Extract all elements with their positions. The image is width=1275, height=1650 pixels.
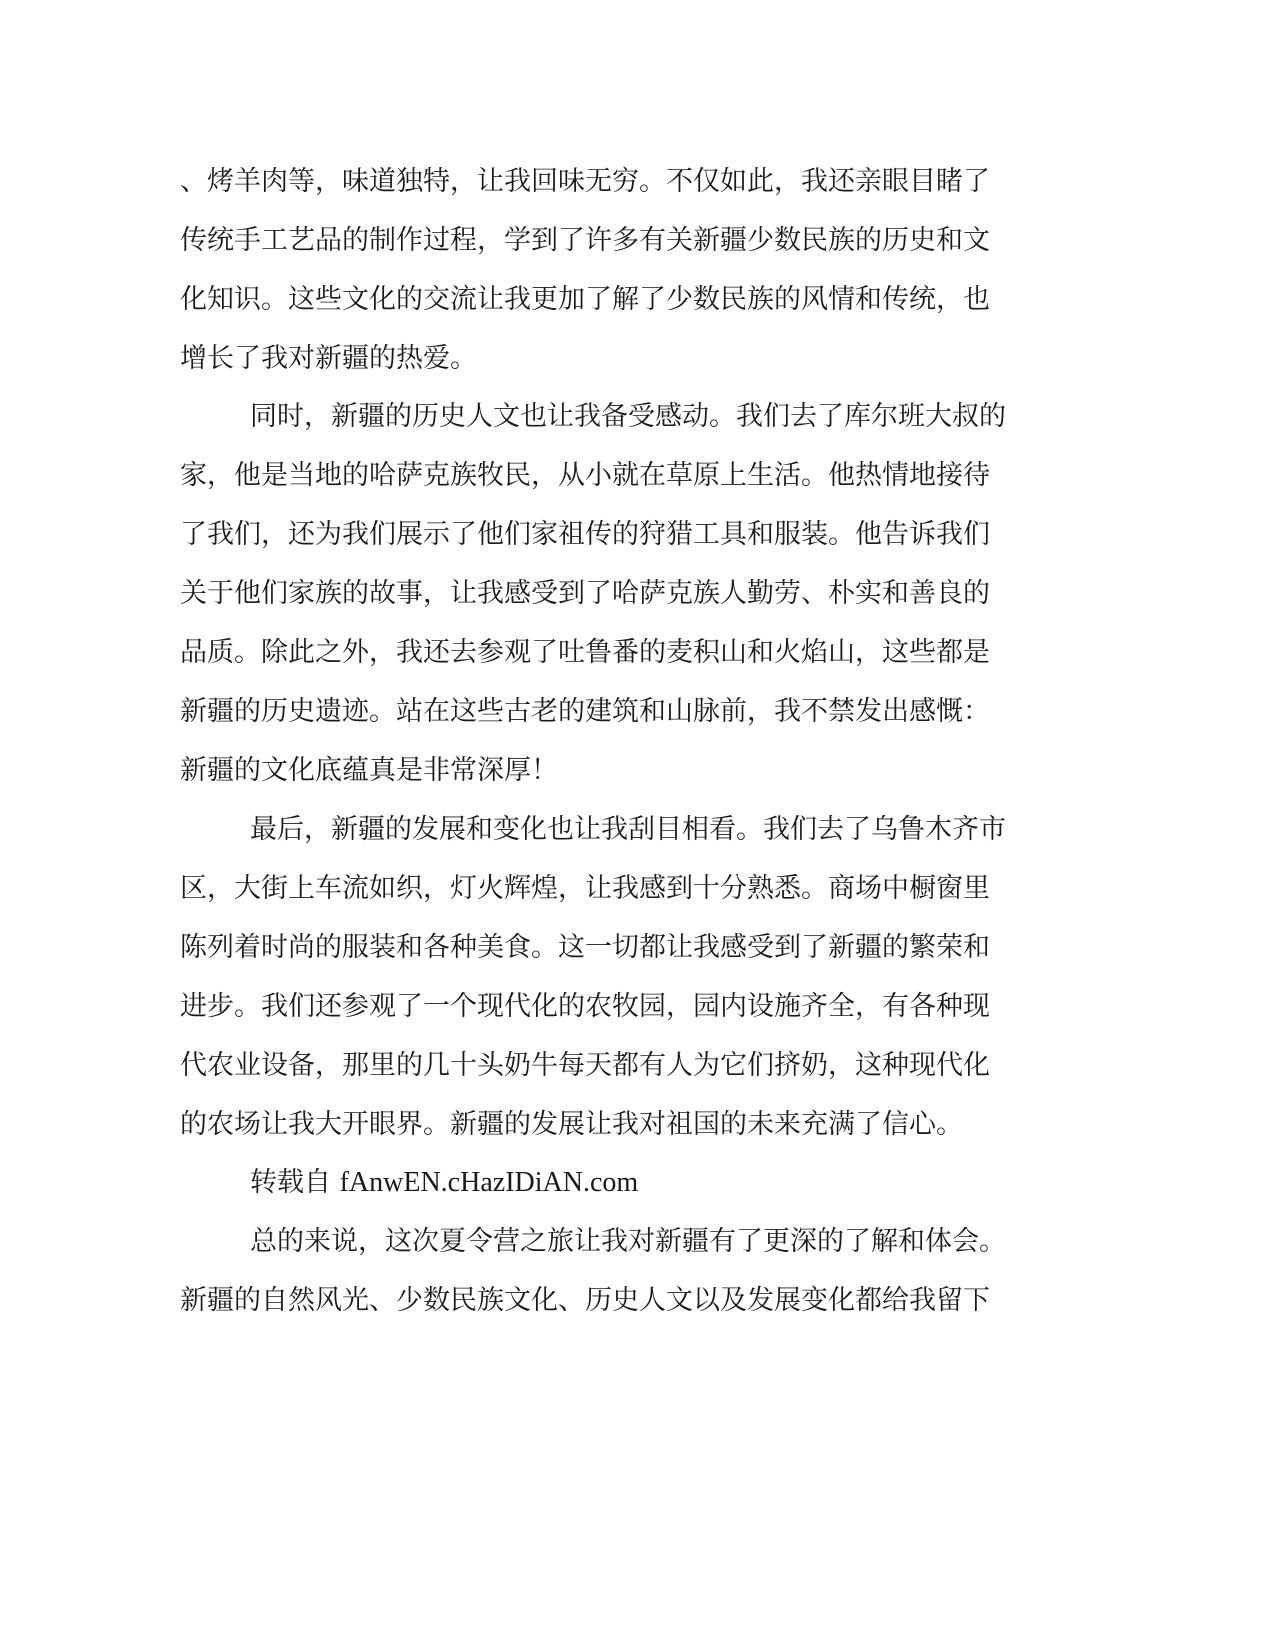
text-line: 的农场让我大开眼界。新疆的发展让我对祖国的未来充满了信心。	[180, 1109, 963, 1140]
text-line: 新疆的自然风光、少数民族文化、历史人文以及发展变化都给我留下	[180, 1285, 990, 1316]
text-line: 最后，新疆的发展和变化也让我刮目相看。我们去了乌鲁木齐市	[250, 814, 1006, 845]
text-line: 、烤羊肉等，味道独特，让我回味无穷。不仅如此，我还亲眼目睹了	[180, 166, 990, 197]
text-line: 传统手工艺品的制作过程，学到了许多有关新疆少数民族的历史和文	[180, 225, 990, 256]
text-line: 新疆的文化底蕴真是非常深厚！	[180, 755, 558, 786]
text-line: 同时，新疆的历史人文也让我备受感动。我们去了库尔班大叔的	[250, 401, 1006, 432]
text-line: 总的来说，这次夏令营之旅让我对新疆有了更深的了解和体会。	[250, 1226, 1006, 1257]
text-line: 新疆的历史遗迹。站在这些古老的建筑和山脉前，我不禁发出感慨：	[180, 696, 990, 727]
source-site: fAnwEN.cHazIDiAN.com	[339, 1167, 639, 1198]
text-line: 化知识。这些文化的交流让我更加了解了少数民族的风情和传统，也	[180, 284, 990, 315]
text-line: 区，大街上车流如织，灯火辉煌，让我感到十分熟悉。商场中橱窗里	[180, 873, 990, 904]
text-line: 陈列着时尚的服装和各种美食。这一切都让我感受到了新疆的繁荣和	[180, 932, 990, 963]
text-line: 关于他们家族的故事，让我感受到了哈萨克族人勤劳、朴实和善良的	[180, 578, 990, 609]
text-line: 家，他是当地的哈萨克族牧民，从小就在草原上生活。他热情地接待	[180, 460, 990, 491]
text-line: 增长了我对新疆的热爱。	[180, 343, 477, 374]
text-line: 进步。我们还参观了一个现代化的农牧园，园内设施齐全，有各种现	[180, 991, 990, 1022]
text-line: 了我们，还为我们展示了他们家祖传的狩猎工具和服装。他告诉我们	[180, 519, 990, 550]
source-note	[250, 1163, 638, 1203]
text-line: 代农业设备，那里的几十头奶牛每天都有人为它们挤奶，这种现代化	[180, 1050, 990, 1081]
source-note-prefix: 转载自	[250, 1167, 340, 1198]
text-line: 品质。除此之外，我还去参观了吐鲁番的麦积山和火焰山，这些都是	[180, 637, 990, 668]
